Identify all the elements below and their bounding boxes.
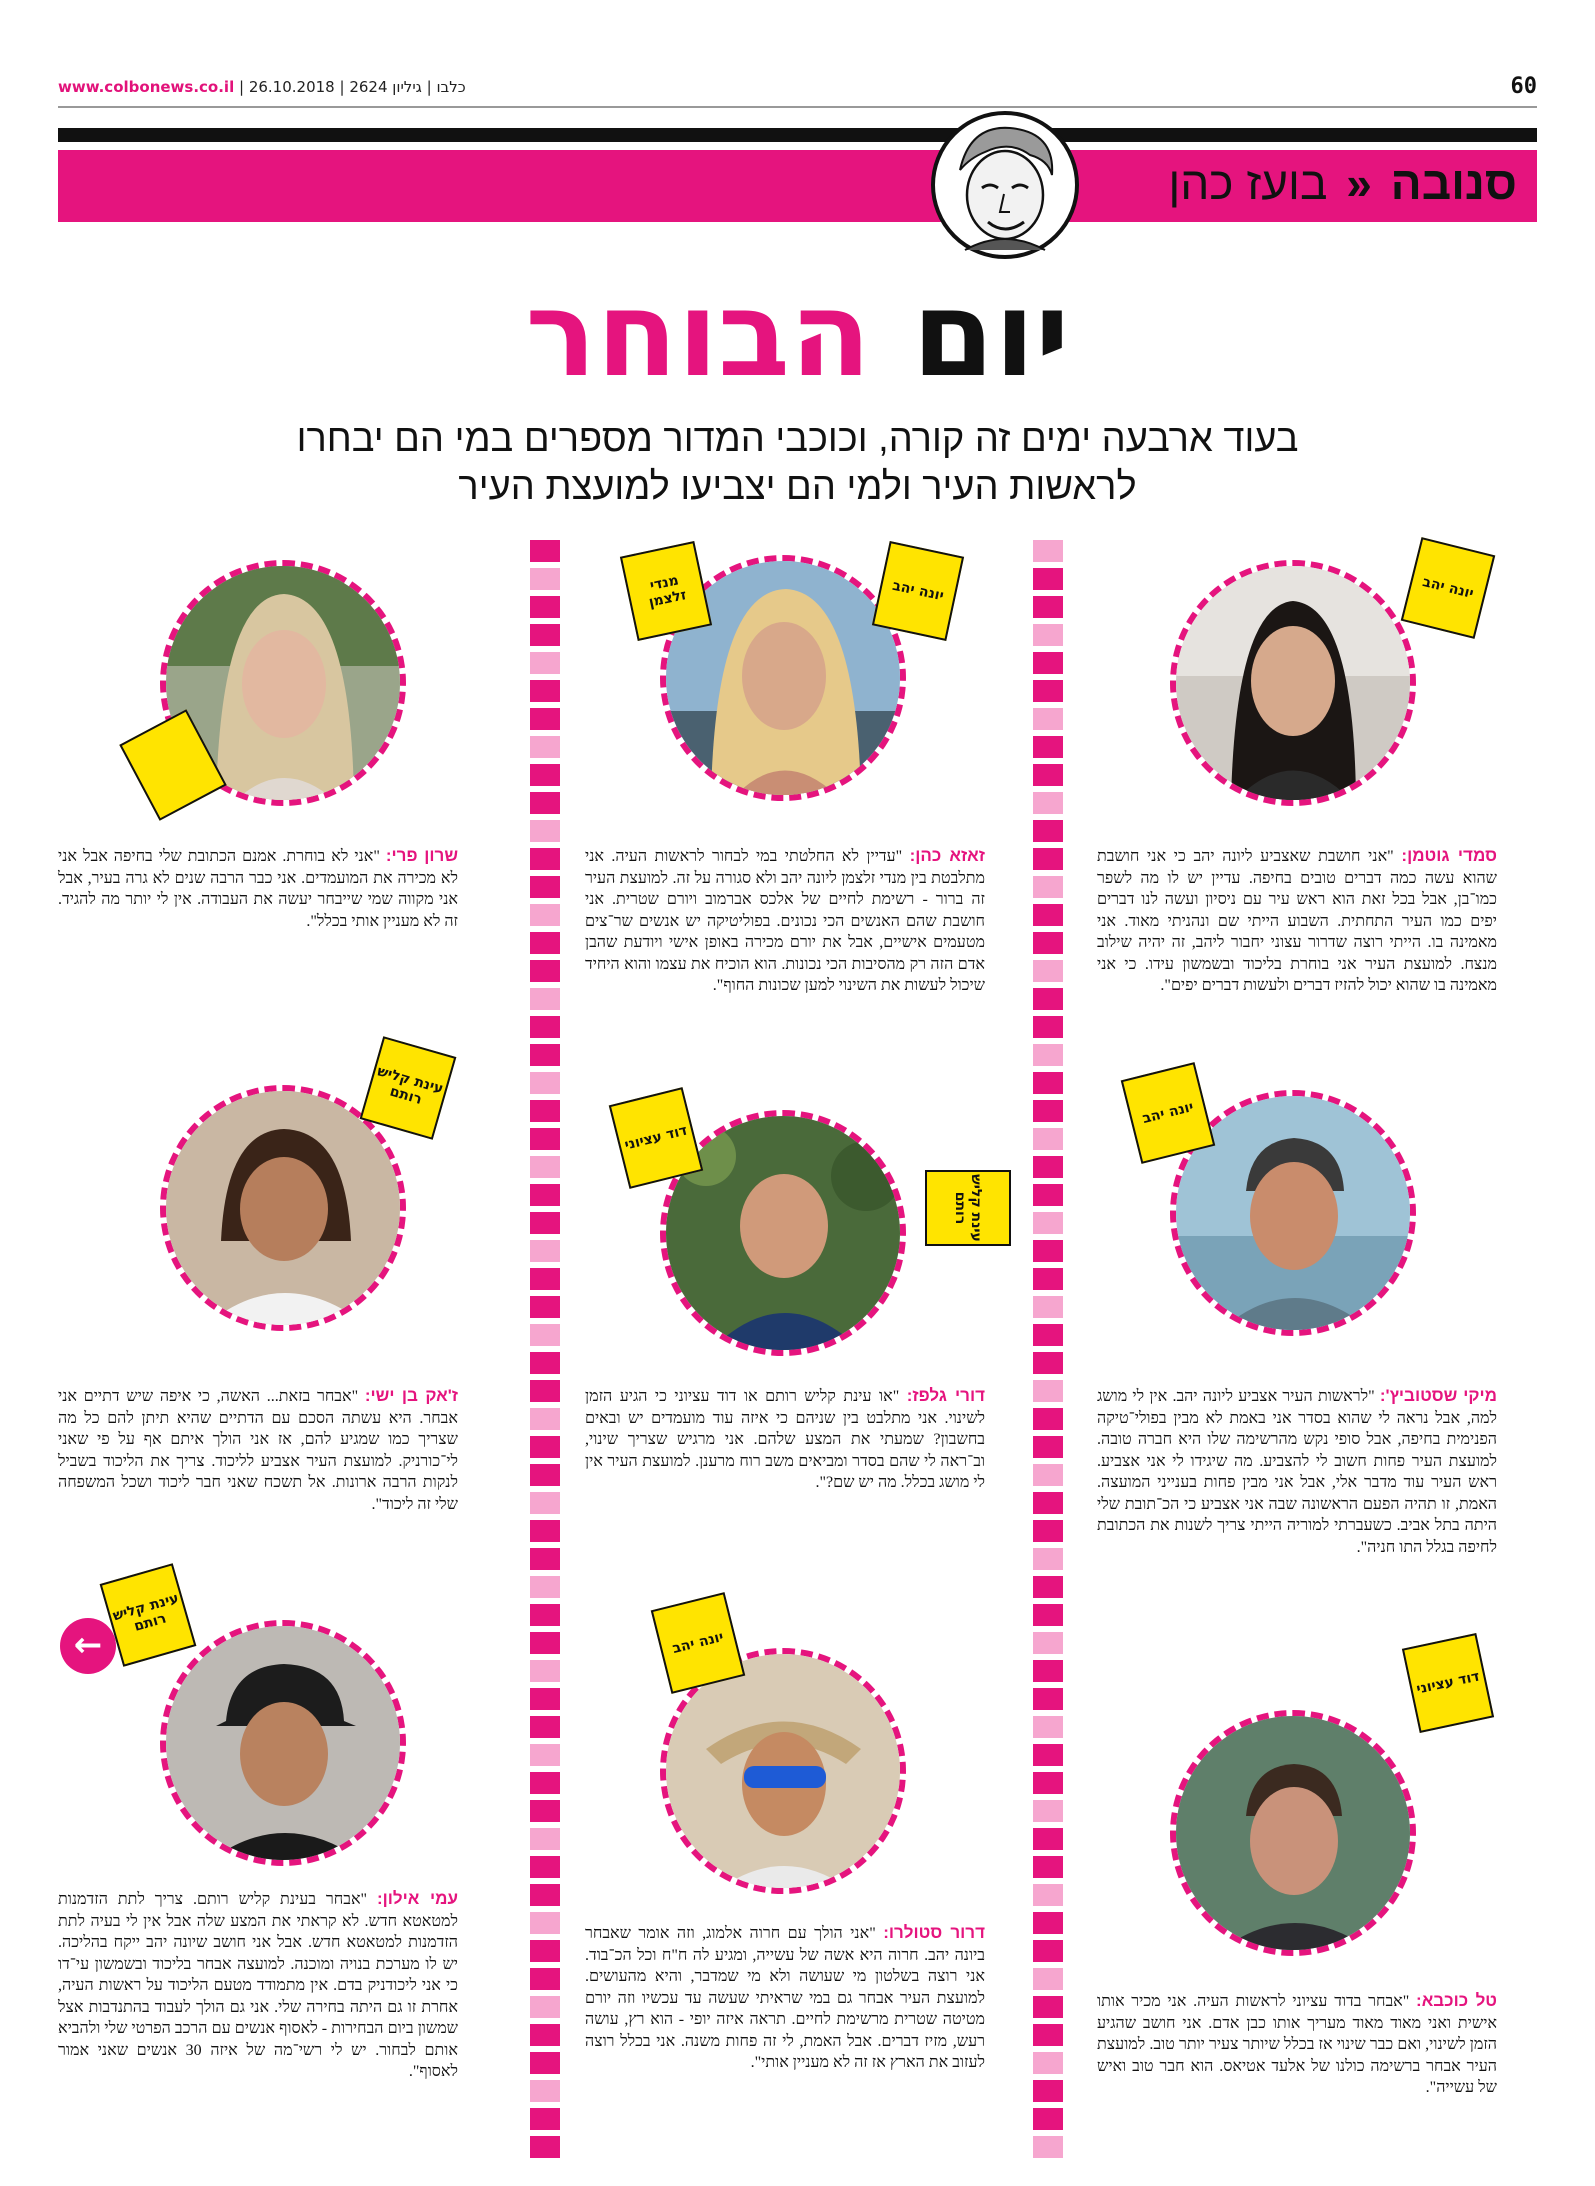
profile-quote: "לראשות העיר אצביע ליונה יהב. אין לי מושג למה, אבל נראה לי שהוא בסדר אני באמת לא מבין בפולי־טיקה הפנימית בחיפה, אבל סופי נקש מהרשימה שלו היא חברה טובה. למועצת העיר פחות חשוב לי להצביע. מה שיגידו לי אני אצביע. ראש העיר עוד מדבר אלי, אבל אני מבין פחות בענייני המועצה. האמת, זו תהיה הפעם הראשונה שבה אני אצביע כי הכ־תובת שלי היתה בתל אביב. כשעברתי למוריה הייתי צריך לשנות את הכתובת לחיפה בגלל התו חניה". bbox=[1097, 1388, 1497, 1556]
divider-square bbox=[530, 876, 560, 898]
profile-blurb bbox=[1097, 1990, 1497, 2099]
divider-square bbox=[1033, 1436, 1063, 1458]
profile-quote: "אני חושבת שאצביע ליונה יהב כי אני חושבת שהוא עשה כמה דברים טובים בחיפה. עדיין יש לו מה לשפר כמו־בן, אבל בכל זאת הוא ראש עיר עם ניסיון ועשה לנו דברים יפים כמו העיר התחתית. השבוע הייתי שם ונהניתי מאוד. אני מאמינה בו. הייתי רוצה שדרור עצוני יחבור ליהב, זה יהיה שילוב מנצח. למועצת העיר אני בוחרת בליכוד ובשמשון עידו. כי אני מאמינה בו שהוא יכול להזיז דברים ולעשות דברים יפים". bbox=[1097, 848, 1497, 994]
divider-square bbox=[1033, 652, 1063, 674]
divider-square bbox=[1033, 1968, 1063, 1990]
divider-square bbox=[530, 1324, 560, 1346]
divider-square bbox=[1033, 1632, 1063, 1654]
tag-text: עינת קליש רותם bbox=[375, 1063, 445, 1108]
divider-square bbox=[530, 1016, 560, 1038]
divider-square bbox=[1033, 848, 1063, 870]
profile-blurb bbox=[58, 1888, 458, 2083]
tag-text: דוד עציוני bbox=[623, 1122, 689, 1154]
divider-square bbox=[530, 736, 560, 758]
divider-square bbox=[1033, 1380, 1063, 1402]
divider-square bbox=[530, 1184, 560, 1206]
divider-square bbox=[530, 1268, 560, 1290]
divider-square bbox=[1033, 792, 1063, 814]
divider-square bbox=[1033, 1492, 1063, 1514]
divider-square bbox=[530, 1800, 560, 1822]
headline-word-1: יום bbox=[912, 265, 1070, 403]
divider-square bbox=[530, 1072, 560, 1094]
candidate-tag bbox=[872, 541, 964, 641]
divider-square bbox=[1033, 764, 1063, 786]
divider-square bbox=[1033, 1856, 1063, 1878]
divider-square bbox=[1033, 1296, 1063, 1318]
divider-square bbox=[530, 1128, 560, 1150]
divider-square bbox=[1033, 540, 1063, 562]
profile-quote: "אני לא בוחרת. אמנם הכתובת שלי בחיפה אבל אני לא מכירה את המועמדים. אני כבר הרבה שנים לא גרה בעיר, אבל אני מקווה שמי שייבחר יעשה את העבודה. אין לי יותר מה להגיד. זה לא מעניין אותי בכלל". bbox=[58, 848, 458, 930]
candidate-tag bbox=[651, 1592, 746, 1694]
divider-square bbox=[1033, 904, 1063, 926]
divider-square bbox=[1033, 1268, 1063, 1290]
divider-square bbox=[530, 820, 560, 842]
candidate-tag bbox=[1402, 1633, 1494, 1733]
divider-square bbox=[530, 1352, 560, 1374]
divider-square bbox=[1033, 1016, 1063, 1038]
divider-square bbox=[1033, 1352, 1063, 1374]
page-number: 60 bbox=[1510, 74, 1537, 99]
profile-name: מיקי שסטוביץ': bbox=[1379, 1386, 1498, 1405]
arrow-left-icon[interactable]: ← bbox=[60, 1618, 116, 1674]
profile-quote: "אני הולך עם חרוה אלמוג, וזה אומר שאבחר ביונה יהב. חרוה היא אשה של עשייה, ומגיע לה ח"ח וכל הכ־בוד. אני רוצה בשלטון מי שעושה ולא מי שמדבר, והיא מהעושים. למועצת העיר אבחר גם במי שראיתי שעשה עד עכשיו וזה יורם מטיטה שטרית מרשימת לחיים. תראה איזה יופי - הוא רץ, עושה רעש, מזיז דברים. אבל האמת, לי זה פחות משנה. אני בכלל רוצה לעזוב את הארץ אז זה לא מעניין אותי". bbox=[585, 1925, 985, 2071]
subheadline-line-1: בעוד ארבעה ימים זה קורה, וכוכבי המדור מספרים במי הם יבחרו bbox=[296, 418, 1299, 460]
divider-square bbox=[1033, 1660, 1063, 1682]
tag-text: יונה יהב bbox=[670, 1628, 726, 1658]
candidate-tag bbox=[360, 1036, 457, 1140]
divider-square bbox=[530, 596, 560, 618]
divider-square bbox=[530, 1380, 560, 1402]
column-divider-left bbox=[530, 540, 560, 2164]
divider-square bbox=[1033, 988, 1063, 1010]
divider-square bbox=[530, 1464, 560, 1486]
divider-square bbox=[1033, 1212, 1063, 1234]
divider-square bbox=[1033, 1128, 1063, 1150]
profile-blurb bbox=[1097, 1385, 1497, 1558]
divider-square bbox=[1033, 1940, 1063, 1962]
divider-square bbox=[530, 1548, 560, 1570]
divider-square bbox=[1033, 2052, 1063, 2074]
profile-photo bbox=[1170, 1710, 1416, 1956]
issue-info: | כלבו | גיליון 2624 | 26.10.2018 bbox=[239, 78, 466, 96]
divider-square bbox=[1033, 1044, 1063, 1066]
divider-square bbox=[530, 1100, 560, 1122]
profile-name: דרור סטולרו: bbox=[883, 1923, 985, 1942]
profile-name: דורי גלפז: bbox=[906, 1386, 985, 1405]
profile-blurb bbox=[585, 1385, 985, 1494]
divider-square bbox=[1033, 1464, 1063, 1486]
profile-name: זאזא כהן: bbox=[909, 846, 985, 865]
divider-square bbox=[1033, 876, 1063, 898]
double-chevron-icon: « bbox=[1346, 157, 1372, 209]
profile-blurb bbox=[585, 845, 985, 997]
author-caricature bbox=[930, 110, 1080, 260]
tag-text: מנדי זלצמן bbox=[647, 572, 688, 611]
profile-blurb bbox=[58, 845, 458, 932]
profile-blurb bbox=[58, 1385, 458, 1515]
divider-square bbox=[530, 1212, 560, 1234]
divider-square bbox=[530, 1940, 560, 1962]
divider-square bbox=[530, 932, 560, 954]
divider-square bbox=[530, 1856, 560, 1878]
divider-square bbox=[530, 624, 560, 646]
divider-square bbox=[1033, 1576, 1063, 1598]
candidate-tag bbox=[609, 1087, 704, 1189]
divider-square bbox=[530, 1884, 560, 1906]
divider-square bbox=[1033, 624, 1063, 646]
divider-square bbox=[1033, 932, 1063, 954]
divider-square bbox=[1033, 2108, 1063, 2130]
headline-word-2: הבוחר bbox=[525, 265, 872, 403]
divider-square bbox=[1033, 736, 1063, 758]
section-name: סנובה bbox=[1390, 157, 1517, 209]
divider-square bbox=[530, 2080, 560, 2102]
divider-square bbox=[1033, 1240, 1063, 1262]
divider-square bbox=[1033, 708, 1063, 730]
tag-text: יונה יהב bbox=[1420, 573, 1476, 603]
tag-text: יונה יהב bbox=[1140, 1098, 1196, 1128]
divider-square bbox=[1033, 1996, 1063, 2018]
black-bar bbox=[58, 128, 1537, 142]
divider-square bbox=[1033, 1324, 1063, 1346]
divider-square bbox=[530, 2108, 560, 2130]
profile-name: ז'אק בן ישי: bbox=[364, 1386, 458, 1405]
divider-square bbox=[1033, 1100, 1063, 1122]
divider-square bbox=[1033, 1688, 1063, 1710]
divider-square bbox=[1033, 1884, 1063, 1906]
profile-blurb bbox=[1097, 845, 1497, 997]
divider-square bbox=[530, 1828, 560, 1850]
divider-square bbox=[530, 1604, 560, 1626]
divider-square bbox=[1033, 680, 1063, 702]
divider-square bbox=[530, 1772, 560, 1794]
profile-photo bbox=[1170, 560, 1416, 806]
divider-square bbox=[530, 1520, 560, 1542]
profile-quote: "אבחר בעינת קליש רותם. צריך לתת הזדמנות למטאטא חדש. לא קראתי את המצע שלה אבל אין לי בעיה לתת הזדמנות למטאטא חדש. אבל אני חושב שיונה יהב ייקח בהליכה. יש לו מערכת בנויה ומוכנה. למועצה אבחר בליכוד ובשמשון עי־דו כי אני ליכודניק בדם. אין מתמודד מטעם הליכוד על ראשות העיה, אחרת זו גם היתה בחירה שלי. אני גם הולך לעבוד בהתנדבות אצל שמשון ביום הבחירות - לאסוף אנשים עם הרכב הפרטי שלי ולהביא אותם לבחור. יש לי רשי־מה של איזה 30 אנשים שאני אמור לאסוף". bbox=[58, 1891, 458, 2080]
subheadline-line-2: לראשות העיר ולמי הם יצביעו למועצת העיר bbox=[458, 466, 1137, 508]
divider-square bbox=[1033, 1744, 1063, 1766]
divider-square bbox=[530, 2136, 560, 2158]
divider-square bbox=[1033, 1408, 1063, 1430]
divider-square bbox=[530, 1492, 560, 1514]
profile-name: שרון פרי: bbox=[385, 846, 459, 865]
divider-square bbox=[530, 1436, 560, 1458]
divider-square bbox=[530, 1044, 560, 1066]
divider-square bbox=[530, 1912, 560, 1934]
divider-square bbox=[530, 1996, 560, 2018]
divider-square bbox=[530, 2052, 560, 2074]
profile-quote: "אבחר בדוד עציוני לראשות העיה. אני מכיר אותו אישית ואני מאוד מאוד מעריך אותו כבן אדם. אני חושב שהגיע הזמן לשינוי, ואם כבר שינוי אז בכלל שיותר צעיר יותר טוב. למועצת העיר אבחר ברשימה כולנו של אלעד אטיאס. הוא חבר טוב ואיש של עשייה". bbox=[1097, 1993, 1497, 2096]
divider-square bbox=[530, 652, 560, 674]
divider-square bbox=[530, 1744, 560, 1766]
profile-photo bbox=[160, 1085, 406, 1331]
profile-blurb bbox=[585, 1922, 985, 2074]
divider-square bbox=[530, 1240, 560, 1262]
divider-square bbox=[1033, 596, 1063, 618]
divider-square bbox=[1033, 1156, 1063, 1178]
profile-name: עמי אילון: bbox=[377, 1889, 458, 1908]
divider-square bbox=[530, 960, 560, 982]
profile-quote: "או עינת קליש רותם או דוד עציוני כי הגיע הזמן לשינוי. אני מתלבט בין שניהם כי איזה עוד מועמדים יש ובאים בחשבון? שמעתי את המצע שלהם. אני מרגיש שצריך שינוי, וב־ראה לי שהם בסדר ומביאים משב רוח מרענן. למועצת העיר אין לי מושג בכלל. מה יש שם?". bbox=[585, 1388, 985, 1491]
divider-square bbox=[1033, 1716, 1063, 1738]
column-divider-right bbox=[1033, 540, 1063, 2164]
candidate-tag bbox=[1401, 537, 1496, 639]
divider-square bbox=[1033, 1072, 1063, 1094]
divider-square bbox=[530, 792, 560, 814]
tag-text: עינת קליש רותם bbox=[952, 1174, 984, 1242]
divider-square bbox=[530, 1716, 560, 1738]
divider-square bbox=[530, 1576, 560, 1598]
tag-text: עינת קליש רותם bbox=[111, 1590, 181, 1635]
headline bbox=[0, 265, 1595, 403]
divider-square bbox=[530, 1408, 560, 1430]
divider-square bbox=[530, 848, 560, 870]
divider-square bbox=[1033, 568, 1063, 590]
divider-square bbox=[530, 1632, 560, 1654]
divider-square bbox=[530, 904, 560, 926]
divider-square bbox=[530, 1156, 560, 1178]
divider-square bbox=[1033, 820, 1063, 842]
divider-square bbox=[530, 568, 560, 590]
tag-text: יונה יהב bbox=[890, 577, 946, 605]
divider-square bbox=[1033, 1772, 1063, 1794]
divider-square bbox=[530, 708, 560, 730]
divider-square bbox=[530, 1968, 560, 1990]
subheadline bbox=[120, 415, 1475, 511]
divider-square bbox=[530, 1660, 560, 1682]
profile-quote: "עדיין לא החלטתי במי לבחור לראשות העיה. אני מתלבטת בין מנדי זלצמן ליונה יהב ולא סגורה על זה. למועצת העיר זה ברור - רשימת לחיים של אלכס אברמוב ויורם שטרית. אני חושבת שהם האנשים הכי נכונים. בפוליטיקה יש אנשים שר־צים מטעמים אישיים, אבל את יורם מכירה באופן אישי ויודעת שהבן אדם הזה רק מהסיבות הכי נכונות. הוא הוכיח את עצמו והוא היחיד שיכול לעשות את השינוי למען שכונות החוף". bbox=[585, 848, 985, 994]
candidate-tag bbox=[925, 1170, 1011, 1246]
divider-square bbox=[530, 988, 560, 1010]
divider-square bbox=[530, 2024, 560, 2046]
divider-square bbox=[1033, 1520, 1063, 1542]
issue-line bbox=[58, 78, 466, 96]
divider-square bbox=[1033, 1800, 1063, 1822]
divider-square bbox=[1033, 2024, 1063, 2046]
divider-square bbox=[1033, 1828, 1063, 1850]
profile-quote: "אבחר בזאת... האשה, כי איפה שיש דתיים אני אבחר. היא עשתה הסכם עם הדתיים שהיא תיתן להם כל מה שצריך כמו שמגיע להם, אז אני הולך איתם אף על פי שאני לי־כורניק. למועצת העיר אצביע לליכוד. צריך את הליכוד בשביל לנקות הרבה ארונות. אל תשכח שאני חבר ליכוד ושכל המשפחה שלי זה ליכוד". bbox=[58, 1388, 458, 1513]
divider-square bbox=[530, 1296, 560, 1318]
divider-square bbox=[1033, 1912, 1063, 1934]
divider-square bbox=[530, 540, 560, 562]
column-title bbox=[1168, 156, 1517, 210]
site-url[interactable]: www.colbonews.co.il bbox=[58, 78, 235, 96]
divider-square bbox=[1033, 1604, 1063, 1626]
tag-text: דוד עציוני bbox=[1415, 1668, 1481, 1698]
divider-square bbox=[530, 764, 560, 786]
divider-square bbox=[1033, 2136, 1063, 2158]
profile-name: טל כוכבא: bbox=[1416, 1991, 1497, 2010]
candidate-tag bbox=[1121, 1062, 1216, 1164]
divider-line bbox=[58, 106, 1537, 108]
divider-square bbox=[530, 1688, 560, 1710]
divider-square bbox=[1033, 1548, 1063, 1570]
profile-name: סמדי גוטמן: bbox=[1401, 846, 1498, 865]
divider-square bbox=[1033, 960, 1063, 982]
candidate-tag bbox=[620, 541, 712, 641]
divider-square bbox=[1033, 2080, 1063, 2102]
author-name: בועז כהן bbox=[1168, 157, 1328, 209]
divider-square bbox=[530, 680, 560, 702]
profile-photo bbox=[160, 1620, 406, 1866]
divider-square bbox=[1033, 1184, 1063, 1206]
